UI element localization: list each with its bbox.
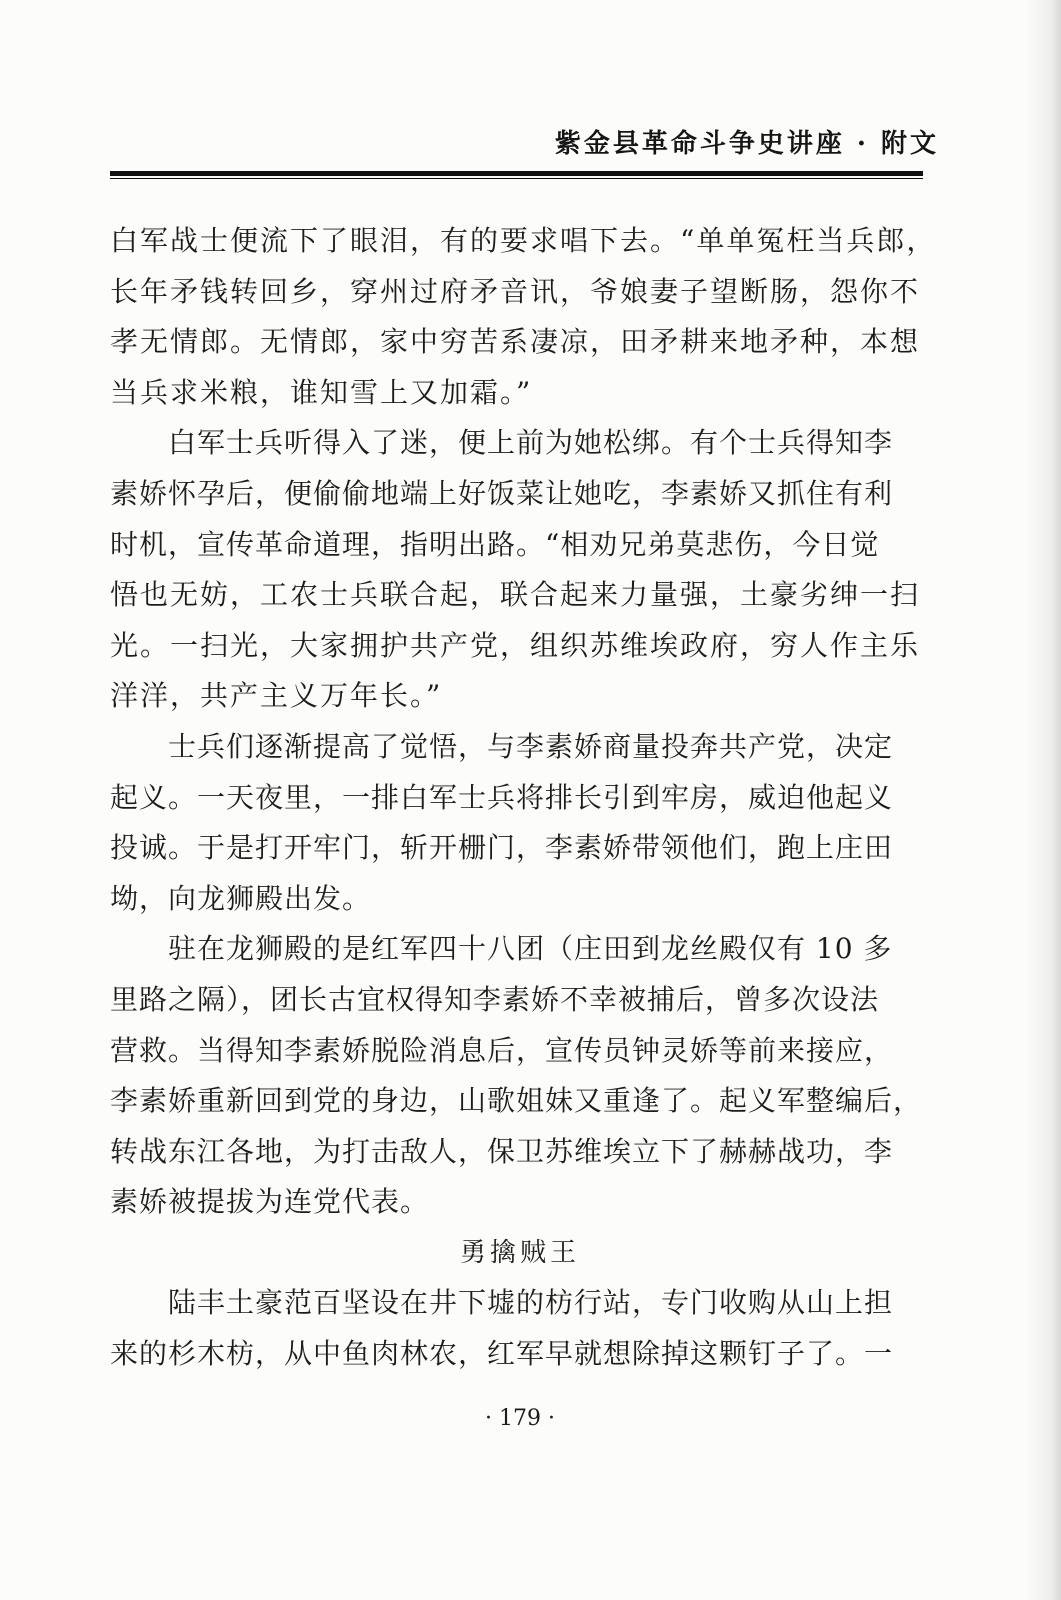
text-line: 洋洋，共产主义万年长。” [110,679,443,713]
paragraph-1 [110,216,937,418]
text-line: 白军士兵听得入了迷，便上前为她松绑。有个士兵得知李 [110,426,894,460]
page-number: · 179 · [485,1406,555,1431]
paragraph-2 [110,418,930,722]
running-header-title: 紫金县革命斗争史讲座 · 附文 [554,129,939,159]
text-line: 当兵求米粮，谁知雪上又加霜。” [110,375,533,409]
section-heading: 勇擒贼王 [459,1237,580,1268]
page-edge-shadow [1025,0,1061,1600]
text-line: 投诚。于是打开牢门，斩开栅门，李素娇带领他们，跑上庄田 [110,831,894,865]
text-line: 驻在龙狮殿的是红军四十八团（庄田到龙丝殿仅有 10 多 [110,932,893,966]
text-line: 素娇怀孕后，便偷偷地端上好饭菜让她吃，李素娇又抓住有利 [110,476,894,510]
text-line: 李素娇重新回到党的身边，山歌姐妹又重逢了。起义军整编后， [110,1084,923,1118]
text-line: 素娇被提拔为连党代表。 [110,1185,430,1219]
text-line: 里路之隔），团长古宜权得知李素娇不幸被捕后，曾多次设法 [110,982,880,1016]
header-rule [110,171,923,176]
paragraph-3 [110,722,930,924]
text-line: 士兵们逐渐提高了觉悟，与李素娇商量投奔共产党，决定 [110,729,894,763]
text-line: 转战东江各地，为打击敌人，保卫苏维埃立下了赫赫战功，李 [110,1134,894,1168]
text-line: 坳，向龙狮殿出发。 [110,881,372,915]
text-line: 时机，宣传革命道理，指明出路。“相劝兄弟莫悲伤，今日觉 [110,527,880,561]
text-line: 悟也无妨，工农士兵联合起，联合起来力量强，土豪劣绅一扫 [110,578,921,612]
text-line: 长年矛钱转回乡，穿州过府矛音讯，爷娘妻子望断肠，怨你不 [110,274,921,308]
paragraph-5 [110,1278,930,1379]
text-line: 来的杉木枋，从中鱼肉林农，红军早就想除掉这颗钉子了。一 [110,1337,894,1371]
text-line: 营救。当得知李素娇脱险消息后，宣传员钟灵娇等前来接应， [110,1033,894,1067]
text-line: 白军战士便流下了眼泪，有的要求唱下去。“单单冤枉当兵郎， [110,224,937,257]
text-line: 孝无情郎。无情郎，家中穷苦系凄凉，田矛耕来地矛种，本想 [110,325,921,359]
text-line: 光。一扫光，大家拥护共产党，组织苏维埃政府，穷人作主乐 [110,628,921,662]
text-line: 起义。一天夜里，一排白军士兵将排长引到牢房，威迫他起义 [110,780,894,814]
paragraph-4 [110,924,930,1228]
header-rule-thin [110,178,923,179]
text-line: 陆丰土豪范百坚设在井下墟的枋行站，专门收购从山上担 [110,1286,894,1320]
body-text [110,216,937,1380]
